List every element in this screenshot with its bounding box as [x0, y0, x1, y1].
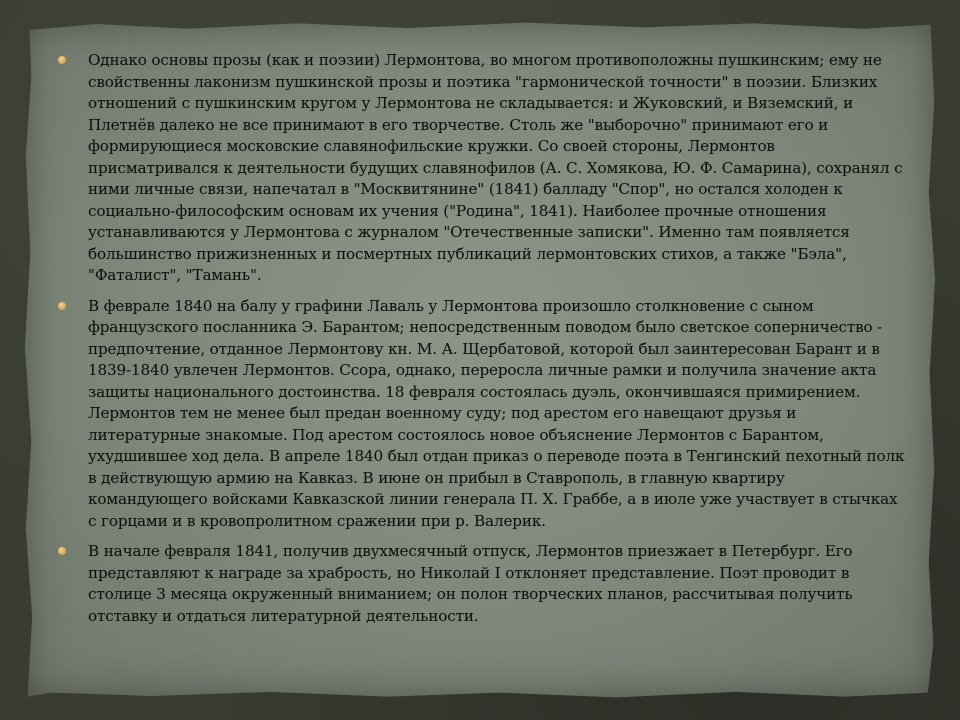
bullet-icon — [58, 56, 66, 64]
bullet-icon — [58, 302, 66, 310]
bullet-icon — [58, 547, 66, 555]
bullet-item-3 — [58, 541, 908, 627]
bullet-text: В начале февраля 1841, получив двухмесячный отпуск, Лермонтов приезжает в Петербург. Его представляют к награде за храбрость, но Николай I отклоняет представление. Поэт проводит в столице 3 месяца окруженный вниманием; он полон творческих планов, рассчитывая получить отставку и отдаться литературной деятельности. — [88, 542, 853, 625]
bullet-item-2 — [58, 296, 908, 533]
bullet-list — [58, 50, 908, 636]
bullet-text: Однако основы прозы (как и поэзии) Лермонтова, во многом противоположны пушкинским; ему не свойственны лаконизм пушкинской прозы и поэтика "гармонической точности" в поэзии. Близких отношений с пушкинским кругом у Лермонтова не складывается: и Жуковский, и Вяземский, и Плетнёв далеко не все принимают в его творчестве. Столь же "выборочно" принимают его и формирующиеся московские славянофильские кружки. Со своей стороны, Лермонтов присматривался к деятельности будущих славянофилов (А. С. Хомякова, Ю. Ф. Самарина), сохранял с ними личные связи, напечатал в "Москвитянине" (1841) балладу "Спор", но остался холоден к социально-философским основам их учения ("Родина", 1841). Наиболее прочные отношения устанавливаются у Лермонтова с журналом "Отечественные записки". Именно там появляется большинство прижизненных и посмертных публикаций лермонтовских стихов, а также "Бэла", "Фаталист", "Тамань". — [88, 51, 903, 284]
bullet-text: В феврале 1840 на балу у графини Лаваль у Лермонтова произошло столкновение с сыном французского посланника Э. Барантом; непосредственным поводом было светское соперничество - предпочтение, отданное Лермонтову кн. М. А. Щербатовой, которой был заинтересован Барант и в 1839-1840 увлечен Лермонтов. Ссора, однако, переросла личные рамки и получила значение акта защиты национального достоинства. 18 февраля состоялась дуэль, окончившаяся примирением. Лермонтов тем не менее был предан военному суду; под арестом его навещают друзья и литературные знакомые. Под арестом состоялось новое объяснение Лермонтов с Барантом, ухудшившее ход дела. В апреле 1840 был отдан приказ о переводе поэта в Тенгинский пехотный полк в действующую армию на Кавказ. В июне он прибыл в Ставрополь, в главную квартиру командующего войсками Кавказской линии генерала П. Х. Граббе, а в июле уже участвует в стычках с горцами и в кровопролитном сражении при р. Валерик. — [88, 296, 905, 530]
bullet-item-1 — [58, 50, 908, 287]
